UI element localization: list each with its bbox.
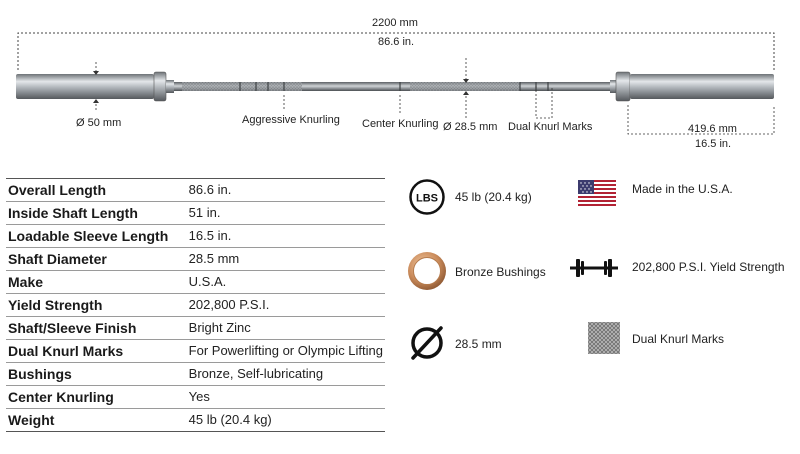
table-row xyxy=(6,294,385,317)
shaft-diameter-label: Ø 28.5 mm xyxy=(443,121,498,133)
us-flag-icon xyxy=(578,180,616,206)
spec-label: Dual Knurl Marks xyxy=(6,340,187,363)
table-row xyxy=(6,271,385,294)
spec-value: 86.6 in. xyxy=(187,179,385,202)
bronze-ring-icon xyxy=(406,250,448,292)
spec-value: For Powerlifting or Olympic Lifting xyxy=(187,340,385,363)
spec-label: Center Knurling xyxy=(6,386,187,409)
spec-table xyxy=(6,178,385,432)
lbs-badge-text: LBS xyxy=(416,192,438,205)
feature-diameter-text: 28.5 mm xyxy=(455,337,502,351)
left-collar xyxy=(154,72,166,101)
table-row xyxy=(6,386,385,409)
spec-value: U.S.A. xyxy=(187,271,385,294)
spec-value: 51 in. xyxy=(187,202,385,225)
dual-knurl-marks-label: Dual Knurl Marks xyxy=(508,121,593,133)
knurl-swatch-icon xyxy=(588,322,620,354)
table-row xyxy=(6,363,385,386)
feature-knurl-text: Dual Knurl Marks xyxy=(632,332,725,346)
table-row xyxy=(6,340,385,363)
sleeve-length-in: 16.5 in. xyxy=(695,138,732,150)
spec-value: 28.5 mm xyxy=(187,248,385,271)
right-sleeve xyxy=(630,74,774,99)
spec-value: Bronze, Self-lubricating xyxy=(187,363,385,386)
spec-value: 202,800 P.S.I. xyxy=(187,294,385,317)
spec-value: 45 lb (20.4 kg) xyxy=(187,409,385,432)
spec-value: Bright Zinc xyxy=(187,317,385,340)
left-sleeve xyxy=(16,74,154,99)
spec-label: Shaft/Sleeve Finish xyxy=(6,317,187,340)
feature-made-in-text: Made in the U.S.A. xyxy=(632,182,733,196)
barbell-icon xyxy=(570,256,618,280)
feature-weight-text: 45 lb (20.4 kg) xyxy=(455,190,532,204)
spec-value: Yes xyxy=(187,386,385,409)
table-row xyxy=(6,179,385,202)
sleeve-diameter-label: Ø 50 mm xyxy=(76,117,122,129)
spec-label: Yield Strength xyxy=(6,294,187,317)
spec-label: Weight xyxy=(6,409,187,432)
overall-length-in: 86.6 in. xyxy=(378,36,415,48)
table-row xyxy=(6,317,385,340)
spec-label: Overall Length xyxy=(6,179,187,202)
spec-label: Loadable Sleeve Length xyxy=(6,225,187,248)
spec-value: 16.5 in. xyxy=(187,225,385,248)
feature-bushings-text: Bronze Bushings xyxy=(455,265,546,279)
center-knurling-label: Center Knurling xyxy=(362,118,439,130)
spec-label: Shaft Diameter xyxy=(6,248,187,271)
spec-label: Make xyxy=(6,271,187,294)
overall-length-mm: 2200 mm xyxy=(372,17,418,29)
table-row xyxy=(6,202,385,225)
feature-yield-text: 202,800 P.S.I. Yield Strength xyxy=(632,260,785,274)
lbs-badge-icon xyxy=(408,178,446,216)
right-collar xyxy=(616,72,630,101)
sleeve-length-mm: 419.6 mm xyxy=(688,123,737,135)
table-row xyxy=(6,409,385,432)
spec-label: Inside Shaft Length xyxy=(6,202,187,225)
table-row xyxy=(6,248,385,271)
aggressive-knurling-label: Aggressive Knurling xyxy=(242,114,340,126)
table-row xyxy=(6,225,385,248)
spec-label: Bushings xyxy=(6,363,187,386)
diameter-icon xyxy=(408,324,446,362)
